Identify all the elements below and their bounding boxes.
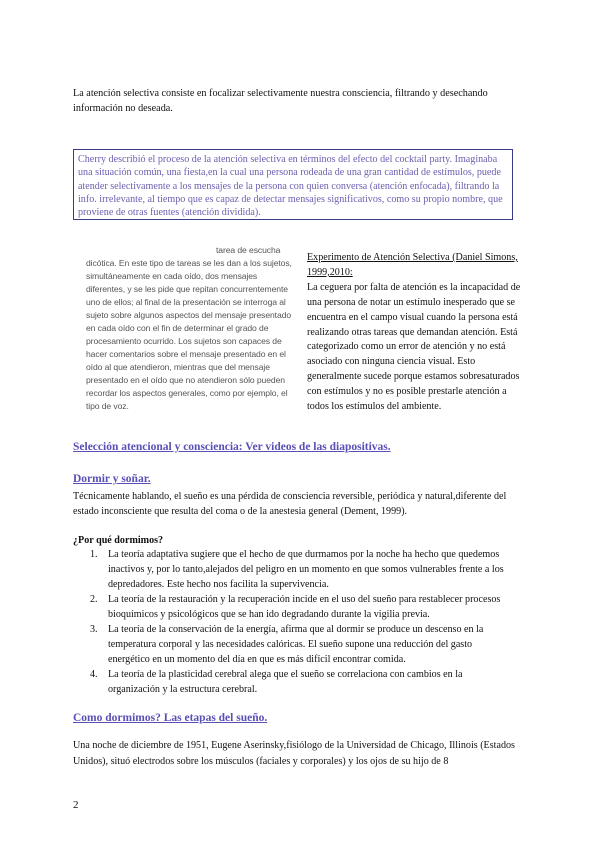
experiment-block [307, 251, 522, 415]
experiment-body: La ceguera por falta de atención es la incapacidad de una persona de notar un estímulo inesperado que se encuentra en el campo visual cuando la persona está realizando otras tareas que demandan atención. Está categorizado como un error de atención y no está asociado con ninguna ciencia visual. Esto generalmente sucede porque estamos sobresaturados con estímulos y no es posible prestarle atención a todos los estímulos del ambiente. [307, 281, 521, 413]
page-number: 2 [73, 799, 79, 811]
why-sleep-heading: ¿Por qué dormimos? [73, 535, 164, 546]
list-item: 2. La teoría de la restauración y la recuperación incide en el uso del sueño para restablecer procesos bioquímicos y psicológicos que se han ido degradando durante la vigilia previa. [90, 594, 501, 620]
intro-paragraph: La atención selectiva consiste en focalizar selectivamente nuestra consciencia, filtrando y desechando información no deseada. [73, 88, 488, 114]
list-item: 4. La teoría de la plasticidad cerebral alega que el sueño se correlaciona con cambios en la organización y la estructura cerebral. [90, 669, 463, 695]
scanned-text-excerpt [86, 244, 296, 413]
theories-list [73, 547, 513, 697]
sleep-paragraph: Una noche de diciembre de 1951, Eugene Aserinsky,fisiólogo de la Universidad de Chicago, Illinois (Estados Unidos), situó electrodos sobre los músculos (faciales y corporales) y los ojos de su hijo de 8 [73, 740, 515, 767]
dream-paragraph: Técnicamente hablando, el sueño es una pérdida de consciencia reversible, periódica y natural,diferente del estado inconsciente que resulta del coma o de la anestesia general (Dement, 1999). [73, 491, 507, 517]
experiment-title: Experimento de Atención Selectiva (Daniel Simons, 1999,2010: [307, 252, 518, 278]
stages-heading-link[interactable]: Como dormimos? Las etapas del sueño. [73, 712, 268, 724]
list-item: 3. La teoría de la conservación de la energía, afirma que al dormir se produce un descenso en la temperatura corporal y las necesidades calóricas. El sueño supone una reducción del gasto energético en un momento del día en que es más difícil encontrar comida. [90, 624, 484, 665]
selection-heading-link[interactable]: Selección atencional y consciencia: Ver videos de las diapositivas. [73, 441, 391, 453]
list-item: 1. La teoría adaptativa sugiere que el hecho de que durmamos por la noche ha hecho que quedemos inactivos y, por lo tanto,alejados del peligro en un momento en que somos vulnerables frente a los depredadores. Este hecho nos facilita la supervivencia. [90, 549, 504, 590]
cherry-callout-box: Cherry describió el proceso de la atención selectiva en términos del efecto del cocktail party. Imaginaba una situación común, una fiesta,en la cual una persona rodeada de una gran cantidad de estímulos, puede atender selectivamente a los mensajes de la persona con quien conversa (atención enfocada), filtrando la info. irrelevante, al tiempo que es capaz de detectar mensajes significativos, como su propio nombre, que proviene de otras fuentes (atención dividida). [73, 149, 513, 220]
scanned-body: dicótica. En este tipo de tareas se les dan a los sujetos, simultáneamente en cada oído, dos mensajes diferentes, y se les pide que repitan concurrentemente uno de ellos; al final de la presentación se interroga al sujeto sobre algunos aspectos del mensaje presentado en cada oído con el fin de determinar el grado de procesamiento ocurrido. Los sujetos son capaces de hacer comentarios sobre el mensaje presentado en el oído al que atendieron, mientras que del mensaje presentado en el oído que no atendieron sólo pueden recordar los aspectos generales, como por ejemplo, el tipo de voz. [86, 258, 292, 411]
scanned-first-line: tarea de escucha [216, 245, 281, 255]
dream-heading-link[interactable]: Dormir y soñar. [73, 473, 151, 485]
